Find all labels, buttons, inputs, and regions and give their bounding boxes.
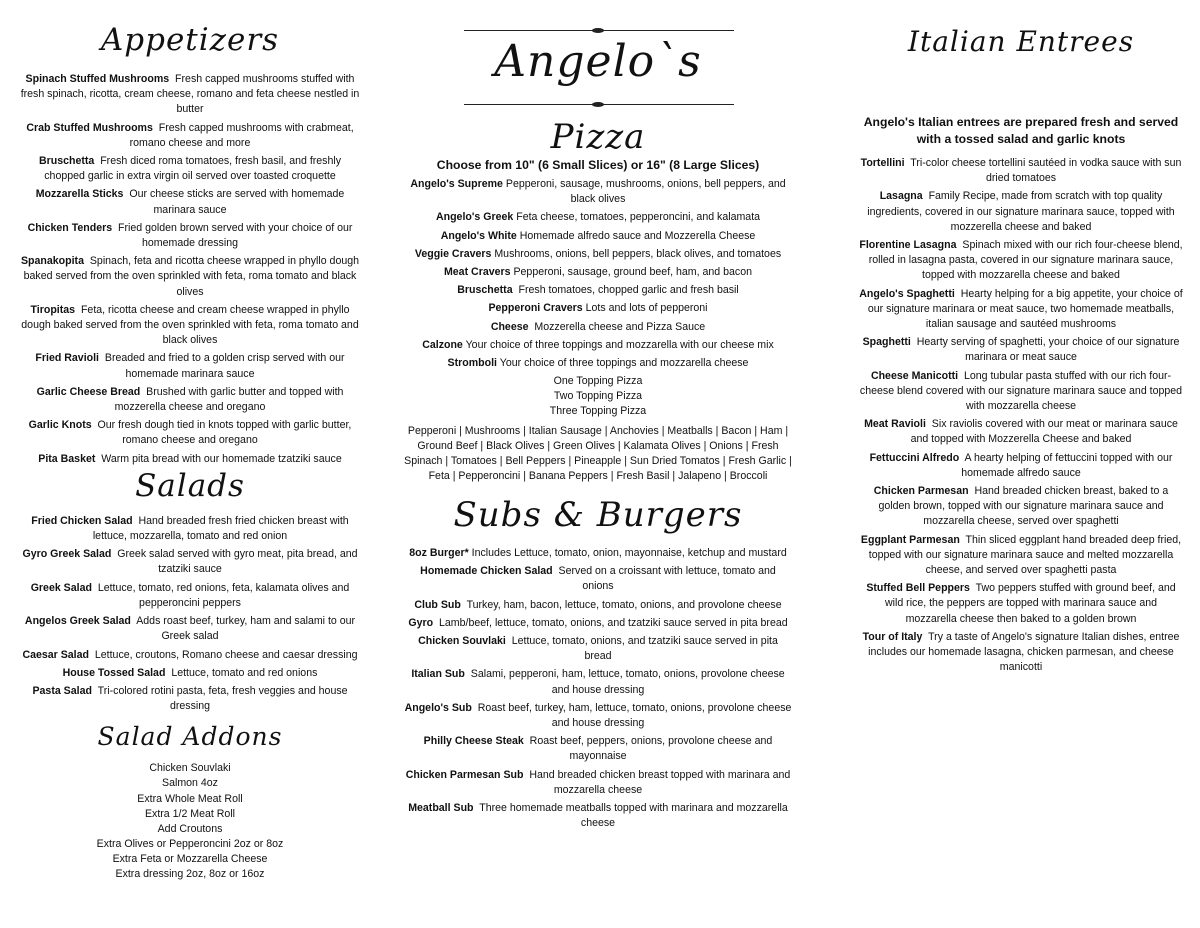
item-desc: Pepperoni, sausage, mushrooms, onions, bell peppers, and black olives — [505, 178, 786, 206]
list-item — [404, 177, 792, 207]
item-desc: Our fresh dough tied in knots topped with garlic butter, romano cheese and oregano — [97, 419, 352, 447]
item-desc: Brushed with garlic butter and topped with mozzerella cheese and oregano — [114, 385, 344, 414]
list-item: Extra 1/2 Meat Roll — [144, 807, 236, 820]
item-desc: Lots and lots of pepperoni — [585, 302, 708, 315]
item-desc: Family Recipe, made from scratch with top quality ingredients, covered in our signature marinara sauce, topped with mozzerella cheese and baked — [867, 190, 1175, 233]
logo-ornament-top — [592, 28, 604, 33]
item-name: Tiropitas — [30, 303, 76, 316]
item-name: Veggie Cravers — [414, 247, 492, 260]
item-desc: Mozzerella cheese and Pizza Sauce — [534, 320, 706, 333]
item-name: Chicken Parmesan Sub — [405, 768, 524, 781]
list-item: Extra Whole Meat Roll — [137, 792, 243, 805]
item-desc: Served on a croissant with lettuce, tomato and onions — [558, 565, 776, 593]
list-item — [858, 369, 1184, 415]
item-desc: Lettuce, tomato and red onions — [171, 666, 318, 679]
list-item — [404, 598, 792, 613]
item-desc: Homemade alfredo sauce and Mozzerella Cheese — [519, 229, 756, 242]
list-item — [20, 154, 360, 184]
list-item — [858, 238, 1184, 284]
item-desc: Lettuce, tomato, onions, and tzatziki sauce served in pita bread — [511, 634, 778, 663]
list-item — [404, 667, 792, 697]
list-item — [20, 221, 360, 251]
item-desc: Hearty helping for a big appetite, your choice of our signature marinara or meat sauce, two homemade meatballs, italian sausage and sautéed mushrooms — [867, 287, 1183, 331]
item-desc: Roast beef, turkey, ham, lettuce, tomato, onions, provolone cheese and house dressing — [477, 701, 792, 729]
item-name: Meat Ravioli — [864, 418, 926, 431]
item-name: Garlic Knots — [28, 419, 92, 432]
item-name: Chicken Souvlaki — [418, 634, 506, 647]
item-desc: Long tubular pasta stuffed with our rich four-cheese blend covered with our signature marinara sauce and topped with mozzarella cheese — [859, 369, 1183, 413]
item-name: Cheese Manicotti — [870, 369, 959, 382]
logo-text: Angelo`s — [494, 36, 702, 87]
salad-addons-title: Salad Addons — [97, 722, 283, 752]
item-desc: Spinach, feta and ricotta cheese wrapped in phyllo dough baked served from the oven sprinkled with feta, roma tomato and black olives — [23, 255, 360, 298]
list-item — [404, 301, 792, 316]
list-item — [858, 533, 1184, 579]
item-desc: Hand breaded chicken breast, baked to a golden brown, topped with our signature marinara sauce and mozzarella cheese, served over spaghetti — [878, 485, 1169, 528]
item-desc: Greek salad served with gyro meat, pita bread, and tzatziki sauce — [117, 548, 358, 576]
entrees-list — [858, 156, 1184, 676]
list-item — [858, 335, 1184, 365]
list-item — [404, 229, 792, 244]
list-item: Extra Olives or Pepperoncini 2oz or 8oz — [96, 837, 284, 850]
list-item — [858, 451, 1184, 481]
item-name: Florentine Lasagna — [859, 239, 957, 252]
item-name: Fried Chicken Salad — [31, 514, 133, 527]
item-name: Tortellini — [860, 157, 905, 169]
list-item — [20, 581, 360, 611]
item-name: Spanakopita — [20, 255, 84, 268]
item-name: Angelo's Supreme — [410, 178, 503, 190]
item-name: Pita Basket — [38, 452, 96, 465]
item-name: Philly Cheese Steak — [423, 735, 524, 748]
item-name: Stuffed Bell Peppers — [866, 582, 970, 595]
list-item — [404, 734, 792, 764]
appetizers-title: Appetizers — [100, 22, 280, 58]
list-item: Three Topping Pizza — [549, 405, 647, 418]
item-desc: Feta, ricotta cheese and cream cheese wrapped in phyllo dough baked served from the oven sprinkled with feta, roma tomato and black olives — [21, 303, 359, 347]
pizza-size-subtitle: Choose from 10" (6 Small Slices) or 16" (8 Large Slices) — [436, 158, 760, 172]
item-name: Caesar Salad — [22, 648, 89, 661]
list-item — [404, 564, 792, 594]
entrees-intro: Angelo's Italian entrees are prepared fresh and served with a tossed salad and garlic knots — [863, 115, 1179, 146]
list-item — [404, 320, 792, 335]
list-item — [20, 303, 360, 349]
list-item — [20, 614, 360, 644]
item-desc: Roast beef, peppers, onions, provolone cheese and mayonnaise — [529, 735, 773, 763]
item-name: Chicken Parmesan — [873, 485, 969, 498]
list-item — [404, 338, 792, 353]
list-item — [858, 156, 1184, 186]
list-item — [404, 356, 792, 371]
item-name: Angelo's White — [440, 229, 517, 242]
list-item — [20, 351, 360, 381]
list-item — [858, 630, 1184, 676]
list-item — [20, 514, 360, 544]
list-item — [858, 287, 1184, 333]
salad-addons-list — [20, 761, 360, 882]
item-desc: Lettuce, croutons, Romano cheese and caesar dressing — [94, 648, 358, 661]
item-name: Pepperoni Cravers — [488, 302, 583, 315]
item-desc: Spinach mixed with our rich four-cheese blend, rolled in lasagna pasta, covered in our signature marinara sauce, topped with mozzarella cheese and baked — [868, 239, 1183, 282]
item-desc: Hearty serving of spaghetti, your choice of our signature marinara or meat sauce — [916, 336, 1180, 364]
salads-list — [20, 514, 360, 714]
list-item — [20, 72, 360, 118]
list-item — [20, 648, 360, 663]
item-desc: Tri-colored rotini pasta, feta, fresh veggies and house dressing — [97, 684, 348, 713]
item-name: Mozzarella Sticks — [35, 188, 124, 201]
topping-options — [404, 374, 792, 419]
list-item — [20, 254, 360, 300]
entrees-title: Italian Entrees — [907, 25, 1135, 58]
item-desc: Tri-color cheese tortellini sautéed in vodka sauce with sun dried tomatoes — [910, 157, 1182, 185]
item-name: 8oz Burger* — [409, 546, 469, 559]
salads-title: Salads — [135, 467, 245, 504]
right-column — [858, 0, 1184, 679]
item-desc: Mushrooms, onions, bell peppers, black olives, and tomatoes — [494, 247, 782, 260]
pizza-title: Pizza — [550, 117, 646, 157]
item-name: Bruschetta — [457, 284, 513, 297]
list-item — [404, 283, 792, 298]
list-item — [20, 385, 360, 415]
item-desc: Includes Lettuce, tomato, onion, mayonnaise, ketchup and mustard — [471, 546, 787, 559]
appetizers-list — [20, 72, 360, 467]
item-name: Homemade Chicken Salad — [420, 565, 553, 578]
list-item — [404, 768, 792, 798]
list-item — [858, 581, 1184, 627]
item-name: Fried Ravioli — [35, 352, 99, 365]
item-desc: Thin sliced eggplant hand breaded deep fried, topped with our signature marinara sauce and melted mozzarella cheese, and served over spaghetti pasta — [868, 533, 1182, 577]
item-desc: Six raviolis covered with our meat or marinara sauce and topped with Mozzerella Cheese and baked — [910, 418, 1178, 446]
subs-list — [404, 546, 792, 831]
list-item — [20, 187, 360, 217]
pizza-list — [404, 177, 792, 371]
item-desc: Feta cheese, tomatoes, pepperoncini, and kalamata — [516, 211, 761, 224]
item-name: Stromboli — [447, 357, 497, 370]
list-item — [404, 616, 792, 631]
item-name: Eggplant Parmesan — [860, 533, 960, 546]
logo-ornament-bottom — [592, 102, 604, 107]
middle-column — [404, 0, 792, 834]
item-desc: Hand breaded fresh fried chicken breast with lettuce, mozzarella, tomato and red onion — [92, 514, 349, 543]
item-name: Pasta Salad — [32, 684, 92, 697]
item-name: Cheese — [490, 320, 529, 333]
item-name: Crab Stuffed Mushrooms — [26, 121, 153, 134]
item-desc: Fresh diced roma tomatoes, fresh basil, and freshly chopped garlic in extra virgin oil served over toasted croquette — [44, 155, 342, 183]
item-desc: Fried golden brown served with your choice of our homemade dressing — [118, 221, 353, 250]
list-item — [20, 666, 360, 681]
item-desc: Lettuce, tomato, red onions, feta, kalamata olives and pepperoncini peppers — [97, 581, 350, 609]
item-desc: Breaded and fried to a golden crisp served with our homemade marinara sauce — [104, 352, 345, 380]
list-item — [404, 634, 792, 664]
item-name: Italian Sub — [411, 668, 465, 681]
item-name: Angelo's Greek — [435, 211, 514, 224]
list-item — [20, 418, 360, 448]
item-name: Gyro Greek Salad — [22, 548, 112, 561]
list-item — [858, 417, 1184, 447]
item-desc: Salami, pepperoni, ham, lettuce, tomato, onions, provolone cheese and house dressing — [470, 668, 785, 696]
item-name: Bruschetta — [38, 155, 95, 168]
item-desc: Three homemade meatballs topped with marinara and mozzarella cheese — [479, 801, 788, 830]
item-desc: Our cheese sticks are served with homemade marinara sauce — [129, 188, 345, 216]
item-name: Chicken Tenders — [27, 221, 113, 234]
list-item: Extra Feta or Mozzarella Cheese — [112, 852, 268, 865]
list-item — [404, 265, 792, 280]
item-name: Angelos Greek Salad — [24, 615, 131, 628]
list-item: Extra dressing 2oz, 8oz or 16oz — [115, 867, 265, 880]
item-name: Calzone — [422, 338, 463, 351]
item-name: Meatball Sub — [408, 801, 474, 814]
toppings-list: Pepperoni | Mushrooms | Italian Sausage | Anchovies | Meatballs | Bacon | Ham | Ground Beef | Black Olives | Green Olives | Kalamata Olives | Onions | Fresh Spinach | Tomatoes | Bell Peppers | Pineapple | Sun Dried Tomatos | Fresh Garlic | Feta | Pepperoncini | Banana Peppers | Fresh Basil | Jalapeno | Broccoli — [404, 424, 792, 482]
left-column — [20, 0, 360, 882]
list-item — [404, 801, 792, 831]
item-desc: Two peppers stuffed with ground beef, and wild rice, the peppers are topped with marinara sauce and mozzarella cheese then baked to a golden brown — [884, 582, 1176, 625]
list-item — [20, 684, 360, 714]
logo — [404, 0, 792, 110]
list-item — [404, 546, 792, 561]
list-item: Add Croutons — [157, 822, 223, 835]
item-desc: Warm pita bread with our homemade tzatziki sauce — [101, 452, 342, 465]
list-item: Chicken Souvlaki — [149, 762, 231, 775]
subs-title: Subs & Burgers — [453, 494, 743, 535]
list-item — [858, 189, 1184, 235]
item-desc: Hand breaded chicken breast topped with marinara and mozzarella cheese — [529, 768, 791, 796]
item-name: Spaghetti — [862, 336, 911, 349]
item-desc: Adds roast beef, turkey, ham and salami to our Greek salad — [136, 615, 356, 643]
item-desc: Turkey, ham, bacon, lettuce, tomato, onions, and provolone cheese — [466, 598, 782, 611]
item-name: Spinach Stuffed Mushrooms — [25, 73, 170, 85]
list-item — [858, 484, 1184, 530]
list-item — [404, 247, 792, 262]
item-name: Lasagna — [879, 190, 923, 203]
item-name: House Tossed Salad — [62, 666, 166, 679]
item-name: Fettuccini Alfredo — [869, 451, 960, 464]
list-item: Salmon 4oz — [162, 777, 218, 790]
list-item: Two Topping Pizza — [553, 390, 643, 403]
list-item — [20, 547, 360, 577]
item-desc: Try a taste of Angelo's signature Italian dishes, entree includes our homemade lasagna, chicken parmesan, and cheese manicotti — [868, 630, 1180, 674]
item-name: Angelo's Spaghetti — [859, 287, 955, 300]
list-item: One Topping Pizza — [553, 375, 643, 388]
item-name: Tour of Italy — [862, 630, 923, 643]
item-desc: Fresh capped mushrooms with crabmeat, romano cheese and more — [129, 121, 354, 149]
item-desc: Pepperoni, sausage, ground beef, ham, and bacon — [513, 266, 753, 279]
item-name: Meat Cravers — [443, 266, 511, 279]
item-name: Club Sub — [414, 598, 461, 611]
item-name: Angelo's Sub — [404, 701, 472, 714]
item-name: Garlic Cheese Bread — [36, 385, 141, 398]
item-desc: Lamb/beef, lettuce, tomato, onions, and tzatziki sauce served in pita bread — [439, 616, 788, 629]
list-item — [20, 452, 360, 467]
list-item — [404, 210, 792, 225]
item-desc: A hearty helping of fettuccini topped with our homemade alfredo sauce — [961, 451, 1173, 479]
item-desc: Your choice of three toppings and mozzarella with our cheese mix — [465, 338, 774, 351]
item-desc: Fresh tomatoes, chopped garlic and fresh basil — [518, 284, 739, 297]
list-item — [20, 121, 360, 151]
item-name: Greek Salad — [30, 581, 92, 594]
list-item — [404, 701, 792, 731]
item-desc: Fresh capped mushrooms stuffed with fresh spinach, ricotta, cream cheese, romano and feta cheese nestled in butter — [20, 73, 360, 116]
item-desc: Your choice of three toppings and mozzarella cheese — [499, 357, 749, 370]
item-name: Gyro — [408, 616, 434, 629]
